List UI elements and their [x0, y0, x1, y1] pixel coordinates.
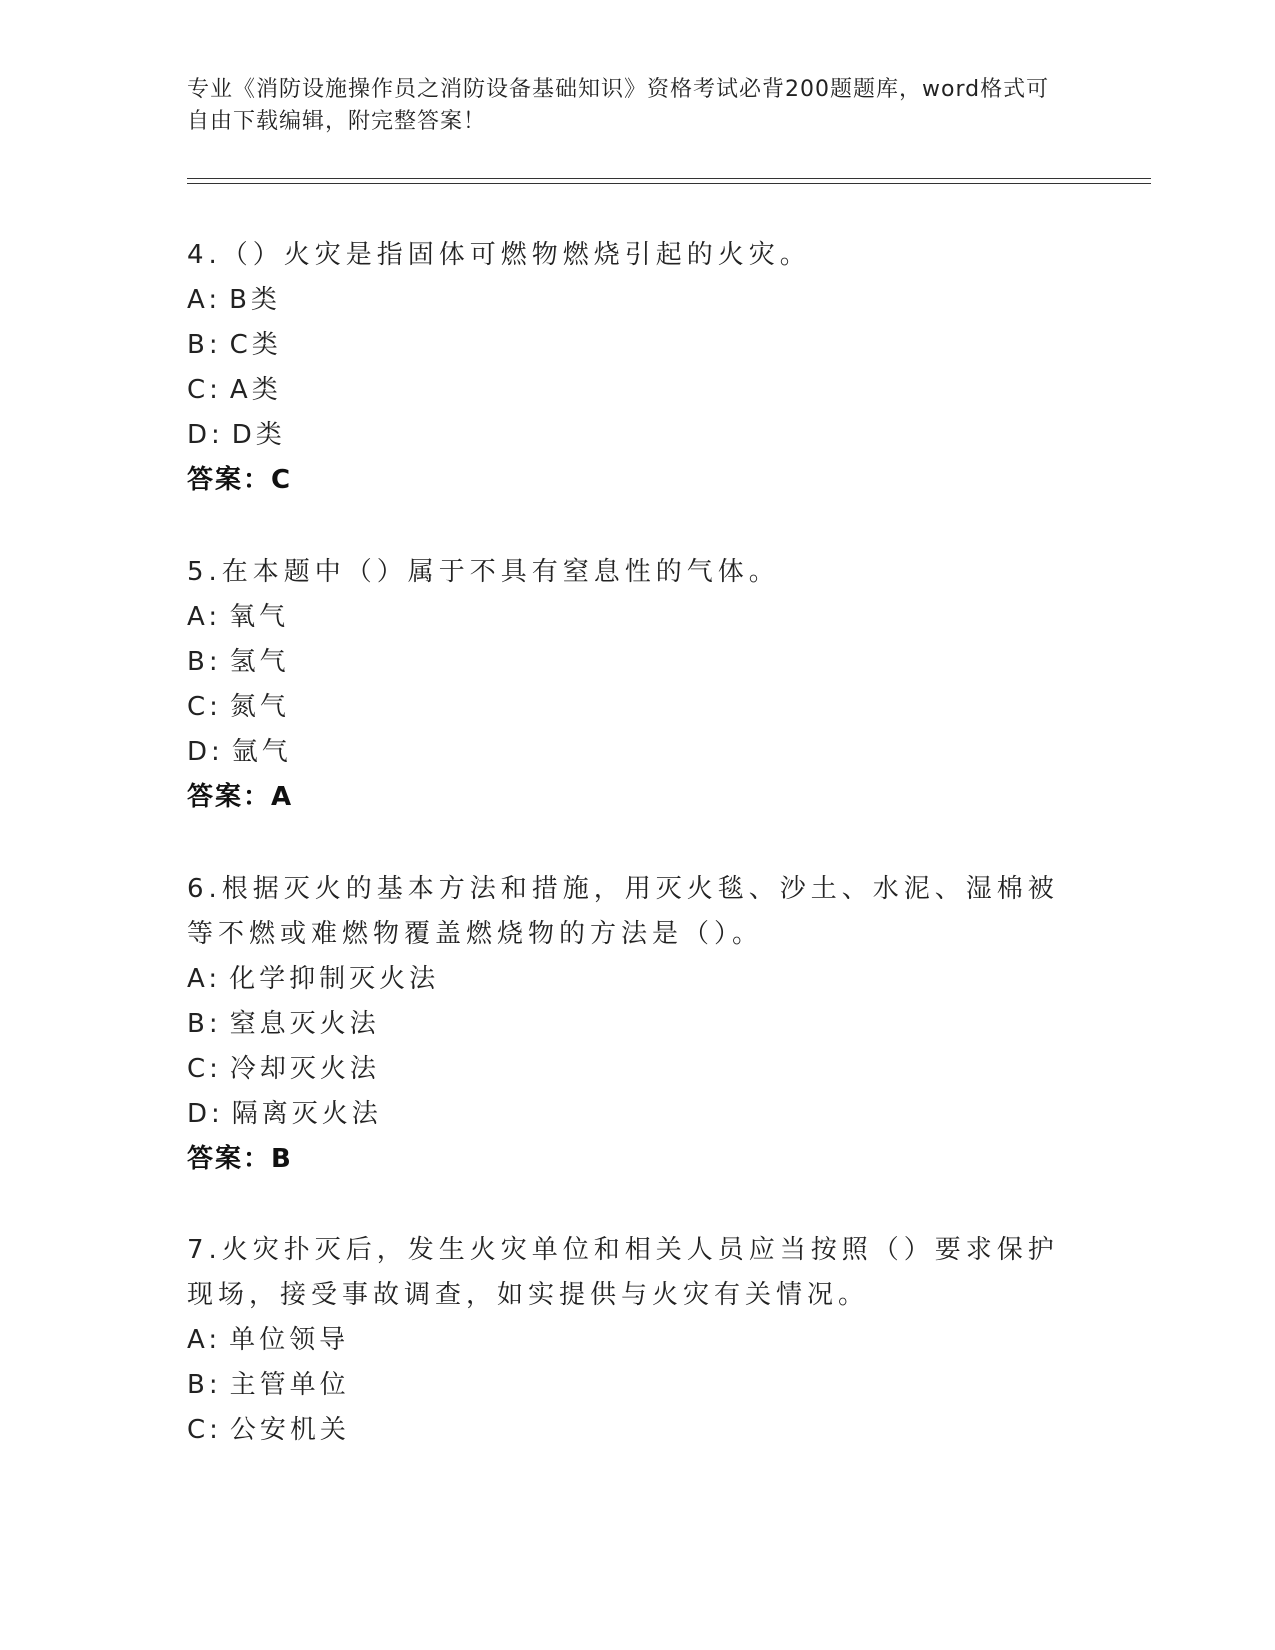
document-header: 专业《消防设施操作员之消防设备基础知识》资格考试必背200题题库，word格式可自由下载编辑，附完整答案！ [187, 77, 1050, 134]
option-d [187, 413, 1067, 458]
option-a [187, 957, 1067, 1002]
option-text: B类 [229, 285, 281, 315]
option-key: A: [187, 964, 222, 994]
option-text: D类 [231, 420, 286, 450]
option-text: 氩气 [231, 737, 292, 767]
question-stem: 4.（）火灾是指固体可燃物燃烧引起的火灾。 [187, 240, 811, 270]
option-key: A: [187, 1325, 222, 1355]
option-a [187, 595, 1067, 640]
option-text: C类 [229, 330, 282, 360]
option-c [187, 1047, 1067, 1092]
question-7 [187, 1228, 1067, 1453]
option-key: D: [187, 1099, 224, 1129]
option-text: 主管单位 [229, 1370, 350, 1400]
option-text: A类 [229, 375, 282, 405]
option-key: B: [187, 647, 222, 677]
option-key: B: [187, 1009, 222, 1039]
option-c [187, 1408, 1067, 1453]
option-key: C: [187, 375, 222, 405]
option-text: 单位领导 [229, 1325, 350, 1355]
question-4 [187, 233, 1067, 503]
option-d [187, 1092, 1067, 1137]
option-key: C: [187, 1054, 222, 1084]
option-text: 氮气 [229, 692, 290, 722]
header-divider-bottom [187, 183, 1151, 184]
answer-line: 答案：B [187, 1144, 293, 1174]
answer-line: 答案：C [187, 465, 293, 495]
option-text: 隔离灭火法 [231, 1099, 382, 1129]
question-5 [187, 550, 1067, 820]
option-text: 公安机关 [229, 1415, 350, 1445]
option-key: C: [187, 1415, 222, 1445]
option-a [187, 1318, 1067, 1363]
option-c [187, 368, 1067, 413]
option-b [187, 1363, 1067, 1408]
header-divider-top [187, 178, 1151, 179]
option-a [187, 278, 1067, 323]
question-stem: 5.在本题中（）属于不具有窒息性的气体。 [187, 557, 780, 587]
option-text: 氧气 [229, 602, 290, 632]
option-text: 窒息灭火法 [229, 1009, 380, 1039]
option-text: 氢气 [229, 647, 290, 677]
question-stem: 7.火灾扑灭后，发生火灾单位和相关人员应当按照（）要求保护现场，接受事故调查，如实提供与火灾有关情况。 [187, 1235, 1059, 1310]
option-key: D: [187, 737, 224, 767]
option-key: D: [187, 420, 224, 450]
option-key: B: [187, 330, 222, 360]
option-c [187, 685, 1067, 730]
option-b [187, 323, 1067, 368]
option-key: A: [187, 602, 222, 632]
answer-line: 答案：A [187, 782, 294, 812]
question-stem: 6.根据灭火的基本方法和措施，用灭火毯、沙土、水泥、湿棉被等不燃或难燃物覆盖燃烧物的方法是（）。 [187, 874, 1059, 949]
option-key: A: [187, 285, 222, 315]
option-key: B: [187, 1370, 222, 1400]
option-b [187, 1002, 1067, 1047]
question-6 [187, 867, 1067, 1182]
option-text: 化学抑制灭火法 [229, 964, 440, 994]
option-text: 冷却灭火法 [229, 1054, 380, 1084]
option-b [187, 640, 1067, 685]
option-key: C: [187, 692, 222, 722]
option-d [187, 730, 1067, 775]
